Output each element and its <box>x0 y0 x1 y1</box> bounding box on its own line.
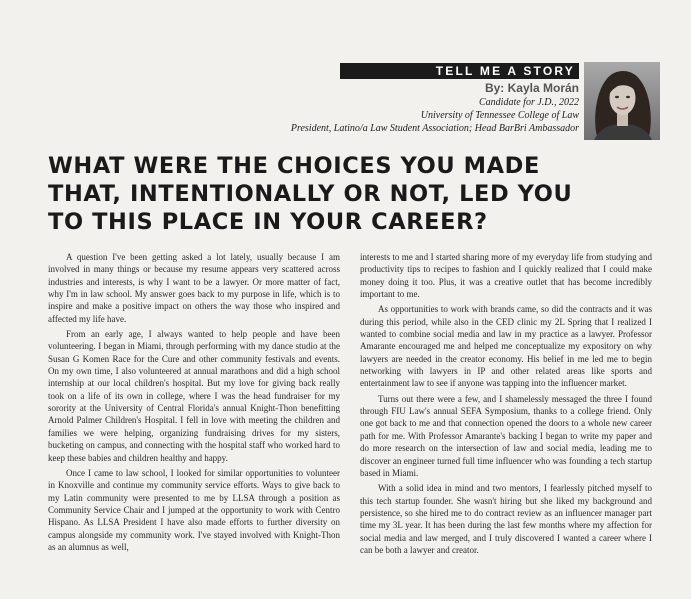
headline-line: TO THIS PLACE IN YOUR CAREER? <box>48 209 488 235</box>
paragraph: Once I came to law school, I looked for similar opportunities to volunteer in Knoxville and continue my community service efforts. Ways to give back to my Latin community were presented to me by LLSA through a position as Community Service Chair and I jumped at the opportunity to work with Centro Hispano. As LLSA President I have also made efforts to further diversity on campus alongside my community work. I've stayed involved with Knight-Thon as an alumnus as well, <box>48 467 340 552</box>
paragraph: interests to me and I started sharing more of my everyday life from studying and productivity tips to recipes to fashion and I quickly realized that I could make money doing it too. Plus, it was a creative outlet that has become incredibly important to me. <box>360 252 652 300</box>
paragraph: Turns out there were a few, and I shamelessly messaged the three I found through FIU Law's annual SEFA Symposium, thanks to a college friend. Only one got back to me and that connection opened the doors to a whole new career path for me. With Professor Amarante's backing I began to write my paper and do more research on the intersection of law and social media, leading me to discover an engineer turned full time influencer who was founding a tech startup based in Miami. <box>360 393 652 478</box>
headline-line: THAT, INTENTIONALLY OR NOT, LED YOU <box>48 181 573 207</box>
credential-line: President, Latino/a Law Student Association; Head BarBri Ambassador <box>290 123 579 134</box>
article-column-left <box>48 251 340 556</box>
credential-line: University of Tennessee College of Law <box>420 110 579 121</box>
headline-line: WHAT WERE THE CHOICES YOU MADE <box>48 153 540 179</box>
credential-line: Candidate for J.D., 2022 <box>479 97 579 108</box>
paragraph: As opportunities to work with brands came, so did the contracts and it was during this period, while also in the CED clinic my 2L Spring that I realized I wanted to combine social media and law in my practice as a lawyer. Professor Amarante encouraged me and helped me conceptualize my expository on why lawyers are needed in the creator economy. His belief in me led me to begin networking with lawyers in IP and other related areas like sports and entertainment law to see if anyone was tapping into the influencer market. <box>360 304 652 389</box>
paragraph: A question I've been getting asked a lot lately, usually because I am involved in many things or because my resume appears very scattered across industries and interests, is why I want to be a lawyer. Or more matter of fact, why I'm in law school. My answer goes back to my purpose in life, which is to inspire and make a positive impact on others the way those who inspired and affected my life have. <box>48 252 340 324</box>
article-column-right <box>360 251 652 559</box>
paragraph: From an early age, I always wanted to help people and have been volunteering. I began in Miami, through performing with my dance studio at the Susan G Komen Race for the Cure and other community festivals and events. On my own time, I also volunteered at annual marathons and did a high school internship at our local children's hospital. But my love for giving back really took on a life of its own in college, where I was the head fundraiser for my sorority at the University of Central Florida's annual Knight-Thon benefitting Arnold Palmer Children's Hospital. I fell in love with meeting the children and families we were helping, organizing fundraising drives for my sisters, bucketing on campus, and connecting with the hospital staff who worked hard to keep these babies and children healthy and happy. <box>48 329 340 463</box>
paragraph: With a solid idea in mind and two mentors, I fearlessly pitched myself to this tech startup founder. She wasn't hiring but she liked my background and persistence, so she hired me to do contract review as an influencer manager part time my 3L year. It has been during the last few months where my affection for social media and law merged, and I truly discovered I wanted a career where I can be both a lawyer and creator. <box>360 483 652 555</box>
author-photo <box>584 62 660 140</box>
article-headline <box>48 152 648 236</box>
portrait-image <box>584 62 660 140</box>
section-banner: TELL ME A STORY <box>340 63 579 79</box>
author-byline: By: Kayla Morán <box>484 81 579 95</box>
